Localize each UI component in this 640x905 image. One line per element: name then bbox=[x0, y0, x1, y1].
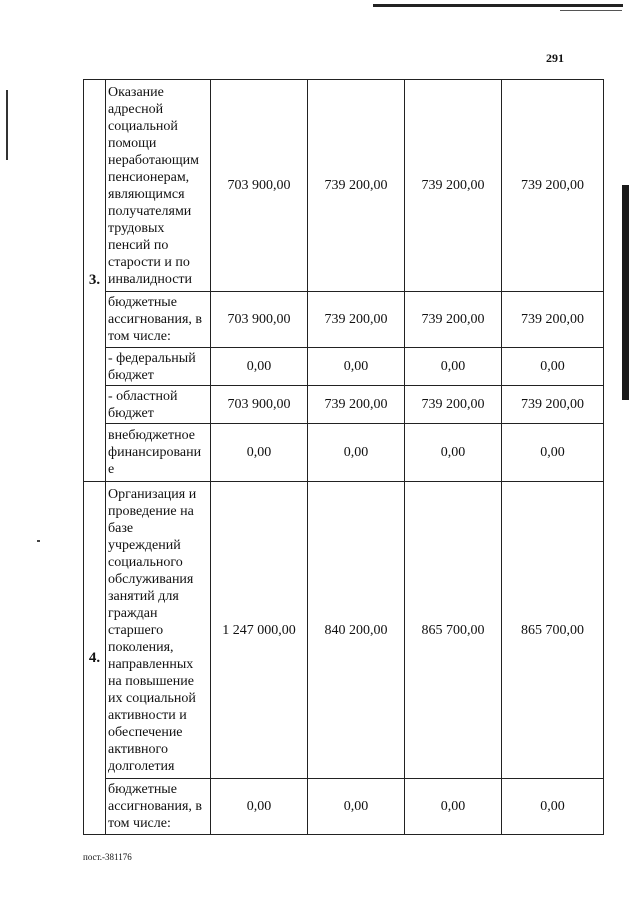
value-cell: 1 247 000,00 bbox=[211, 482, 308, 779]
top-rule-short bbox=[560, 10, 622, 11]
subrow-label: бюджетные ассигнования, в том числе: bbox=[106, 779, 211, 835]
subrow-label: бюджетные ассигнования, в том числе: bbox=[106, 292, 211, 348]
value-cell: 0,00 bbox=[502, 779, 604, 835]
subrow-label: - областной бюджет bbox=[106, 386, 211, 424]
page-number: 291 bbox=[546, 51, 564, 65]
row-title: Организация и проведение на базе учреждений социального обслуживания занятий для граждан старшего поколения, направленных на повышение их социальной активности и обеспечение активного долголетия bbox=[106, 482, 211, 779]
subrow-label: - федеральный бюджет bbox=[106, 348, 211, 386]
value-cell: 0,00 bbox=[502, 348, 604, 386]
value-cell: 865 700,00 bbox=[405, 482, 502, 779]
value-cell: 739 200,00 bbox=[502, 386, 604, 424]
budget-table bbox=[83, 79, 604, 835]
row-title: Оказание адресной социальной помощи неработающим пенсионерам, являющимся получателями трудовых пенсий по старости и по инвалидности bbox=[106, 80, 211, 292]
value-cell: 739 200,00 bbox=[502, 80, 604, 292]
value-cell: 739 200,00 bbox=[308, 292, 405, 348]
table-row bbox=[84, 80, 604, 292]
value-cell: 0,00 bbox=[211, 779, 308, 835]
table-row bbox=[84, 482, 604, 779]
value-cell: 703 900,00 bbox=[211, 292, 308, 348]
value-cell: 0,00 bbox=[308, 348, 405, 386]
value-cell: 0,00 bbox=[211, 424, 308, 482]
table-row bbox=[84, 779, 604, 835]
value-cell: 739 200,00 bbox=[308, 386, 405, 424]
value-cell: 703 900,00 bbox=[211, 80, 308, 292]
table-row bbox=[84, 386, 604, 424]
value-cell: 0,00 bbox=[405, 424, 502, 482]
value-cell: 739 200,00 bbox=[405, 292, 502, 348]
row-index: 4. bbox=[84, 482, 106, 835]
value-cell: 739 200,00 bbox=[502, 292, 604, 348]
value-cell: 0,00 bbox=[308, 779, 405, 835]
value-cell: 840 200,00 bbox=[308, 482, 405, 779]
value-cell: 0,00 bbox=[405, 348, 502, 386]
value-cell: 0,00 bbox=[308, 424, 405, 482]
top-rule bbox=[373, 4, 623, 7]
subrow-label: внебюджетное финансировани е bbox=[106, 424, 211, 482]
table-row bbox=[84, 348, 604, 386]
value-cell: 865 700,00 bbox=[502, 482, 604, 779]
value-cell: 703 900,00 bbox=[211, 386, 308, 424]
document-code: пост.-381176 bbox=[83, 852, 132, 862]
scan-mark-right bbox=[622, 185, 629, 400]
value-cell: 739 200,00 bbox=[308, 80, 405, 292]
value-cell: 739 200,00 bbox=[405, 80, 502, 292]
value-cell: 0,00 bbox=[211, 348, 308, 386]
row-index: 3. bbox=[84, 80, 106, 482]
scan-mark-left bbox=[6, 90, 8, 160]
scan-speck bbox=[37, 540, 40, 542]
table-row bbox=[84, 292, 604, 348]
table-row bbox=[84, 424, 604, 482]
value-cell: 0,00 bbox=[405, 779, 502, 835]
value-cell: 0,00 bbox=[502, 424, 604, 482]
value-cell: 739 200,00 bbox=[405, 386, 502, 424]
